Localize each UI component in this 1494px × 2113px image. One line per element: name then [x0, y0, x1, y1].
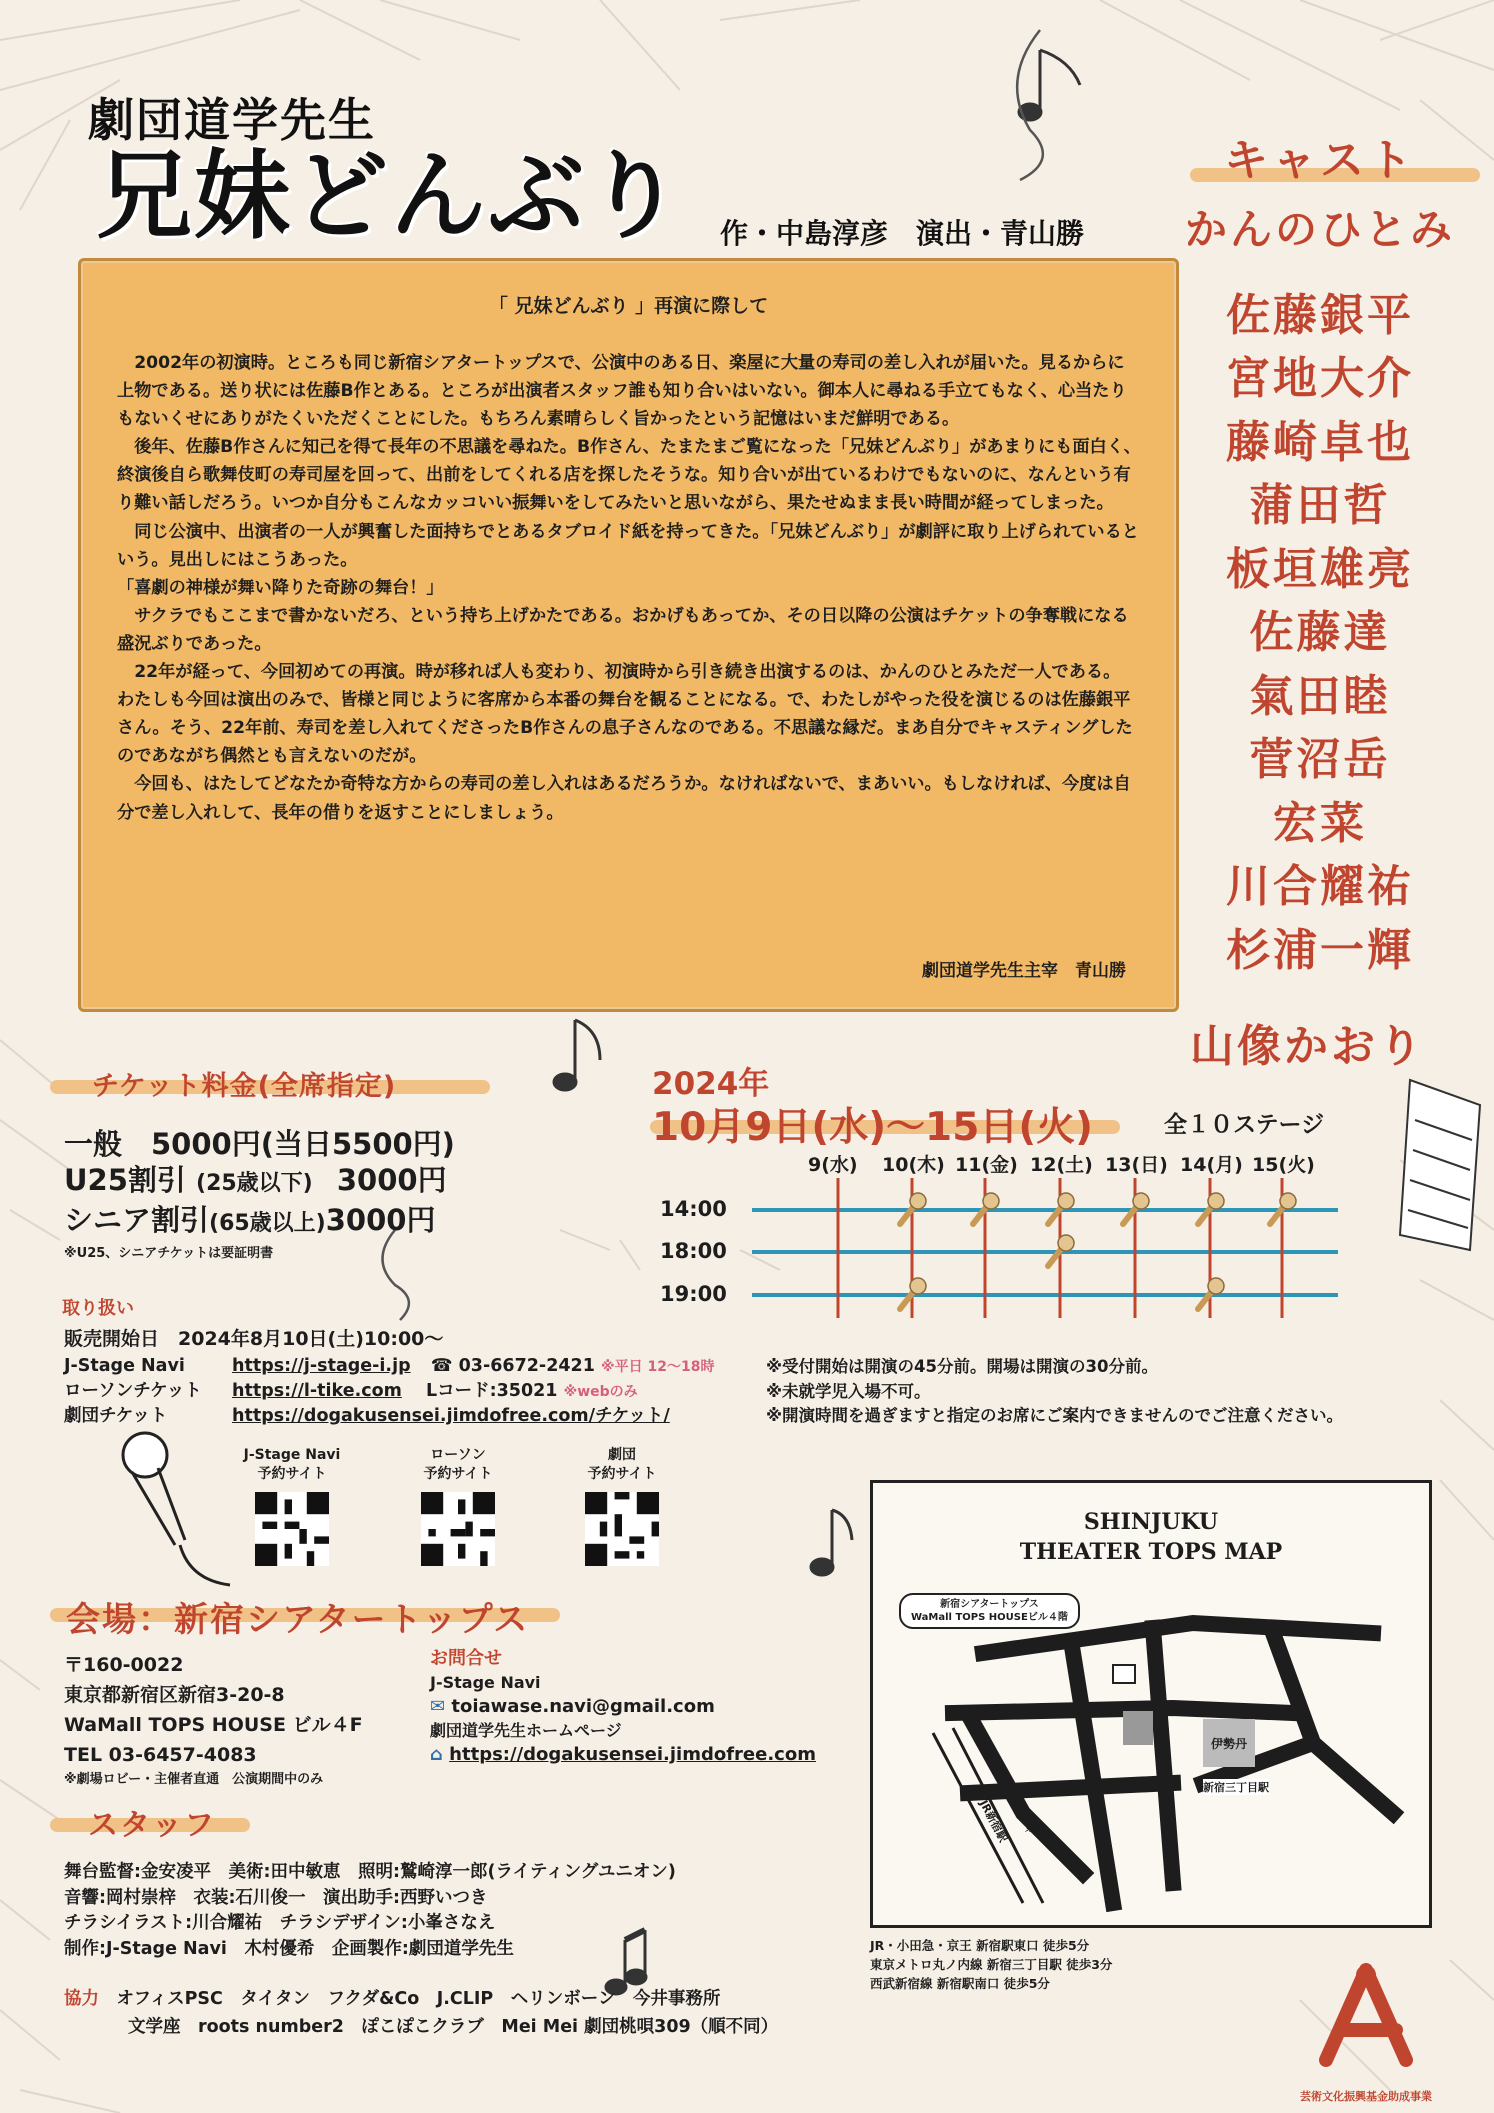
- cast-member: 宮地大介: [1226, 353, 1414, 404]
- staff-line: 舞台監督:金安凌平 美術:田中敏恵 照明:鷲崎淳一郎(ライティングユニオン): [64, 1862, 676, 1882]
- venue-note: ※劇場ロビー・主催者直通 公演期間中のみ: [64, 1772, 324, 1787]
- lawson-code: Lコード:35021: [425, 1381, 558, 1401]
- schedule-time: 19:00: [660, 1282, 727, 1306]
- schedule-day: 14(月): [1180, 1154, 1243, 1176]
- play-title: 兄妹どんぶり: [96, 140, 684, 252]
- map-streets: [873, 1483, 1429, 1925]
- cast-member-last: 山像かおり: [1190, 1021, 1425, 1072]
- access-line: 西武新宿線 新宿駅南口 徒歩5分: [870, 1976, 1050, 1991]
- qr-label: 劇団 予約サイト: [587, 1447, 657, 1482]
- staff-list: [64, 1860, 676, 1962]
- handling-row-jstage: [64, 1354, 714, 1379]
- schedule-day: 11(金): [955, 1154, 1018, 1176]
- qr-code-icon: [421, 1492, 495, 1566]
- schedule-day: 15(火): [1252, 1154, 1315, 1176]
- senior-price: 3000円: [325, 1203, 436, 1237]
- essay-paragraph: 2002年の初演時。ところも同じ新宿シアタートップスで、公演中のある日、楽屋に大量の寿司の差し入れが届いた。見るからに上物である。送り状には佐藤B作とある。ところが出演者スタッフ誰も知り合いはいない。御本人に尋ねる手立てもなく、心当たりもないくせにありがたくいただくことにした。もちろん素晴らしく旨かったという記憶はいまだ鮮明である。: [117, 353, 1127, 430]
- schedule-time: 18:00: [660, 1239, 727, 1263]
- schedule-dates: 10月9日(水)〜15日(火): [652, 1105, 1093, 1150]
- cast-member: 杉浦一輝: [1226, 924, 1414, 976]
- sale-start: 販売開始日 2024年8月10日(土)10:00〜: [64, 1328, 444, 1350]
- contact-heading: お問合せ: [430, 1648, 502, 1669]
- theater-building: [1123, 1711, 1153, 1745]
- essay-paragraph: サクラでもここまで書かないだろ、という持ち上げかたである。おかげもあってか、その日以降の公演はチケットの争奪戦になる盛況ぶりであった。: [117, 605, 1129, 654]
- coop-names: オフィスPSC タイタン フクダ&Co J.CLIP ヘリンボーン 今井事務所: [116, 1989, 721, 2009]
- staff-line: 音響:岡村崇梓 衣装:石川俊一 演出助手:西野いつき: [64, 1887, 488, 1908]
- contact-hp-link[interactable]: https://dogakusensei.jimdofree.com: [449, 1744, 816, 1765]
- contact-org: J-Stage Navi: [430, 1673, 541, 1692]
- qr-code-icon: [585, 1492, 659, 1566]
- address-line: WaMall TOPS HOUSE ビル４F: [64, 1714, 363, 1736]
- contact-email[interactable]: toiawase.navi@gmail.com: [451, 1696, 715, 1717]
- jstage-label: J-Stage Navi: [64, 1356, 185, 1376]
- theater-callout: 新宿シアタートップス WaMall TOPS HOUSEビル４階: [899, 1593, 1080, 1629]
- jstage-tel: 03-6672-2421: [458, 1356, 595, 1376]
- coop-line: [64, 1985, 778, 2013]
- troupe-ticket-link[interactable]: https://dogakusensei.jimdofree.com/チケット/: [232, 1406, 670, 1426]
- cast-member: 宏菜: [1273, 797, 1367, 849]
- schedule-day: 13(日): [1105, 1154, 1168, 1176]
- cast-member: 佐藤達: [1249, 607, 1391, 658]
- price-general: 一般 5000円(当日5500円): [64, 1127, 455, 1161]
- cast-member: 藤崎卓也: [1226, 416, 1414, 468]
- essay-title: 「 兄妹どんぶり 」再演に際して: [488, 295, 769, 317]
- notice: ※受付開始は開演の45分前。開場は開演の30分前。: [766, 1357, 1158, 1376]
- access-line: 東京メトロ丸ノ内線 新宿三丁目駅 徒歩3分: [870, 1957, 1113, 1972]
- mail-icon: ✉: [430, 1696, 446, 1717]
- cast-member: 佐藤銀平: [1226, 289, 1414, 341]
- essay-paragraph: 今回も、はたしてどなたか奇特な方からの寿司の差し入れはあるだろうか。なければないで、まあいい。もしなければ、今度は自分で差し入れして、長年の借りを返すことにしましょう。: [117, 774, 1131, 823]
- u25-price: 3000円: [336, 1163, 447, 1197]
- coop-line: 文学座 roots number2 ぽこぽこクラブ Mei Mei 劇団桃唄309（順不同）: [128, 2017, 779, 2037]
- lawson-label: ローソンチケット: [64, 1381, 202, 1401]
- cast-member: 氣田睦: [1249, 670, 1391, 722]
- staff-line: 制作:J-Stage Navi 木村優希 企画製作:劇団道学先生: [64, 1938, 514, 1959]
- arts-fund-label: 芸術文化振興基金助成事業: [1300, 2090, 1432, 2103]
- essay-paragraph: 同じ公演中、出演者の一人が興奮した面持ちでとあるタブロイド紙を持ってきた。「兄妹どんぶり」が劇評に取り上げられているという。見出しにはこうあった。: [117, 521, 1139, 570]
- jstage-link[interactable]: https://j-stage-i.jp: [232, 1356, 411, 1376]
- coop-label: 協力: [64, 1989, 99, 2009]
- cast-member: 菅沼岳: [1249, 734, 1391, 785]
- venue-heading: 会場：新宿シアタートップス: [66, 1600, 530, 1640]
- ticket-footnote: ※U25、シニアチケットは要証明書: [64, 1246, 274, 1261]
- cast-member: 板垣雄亮: [1226, 543, 1414, 595]
- schedule-day: 10(木): [882, 1154, 945, 1176]
- lawson-link[interactable]: https://l-tike.com: [232, 1381, 402, 1401]
- contact-hp-label: 劇団道学先生ホームページ: [430, 1721, 622, 1740]
- qr-troupe[interactable]: [552, 1446, 692, 1570]
- contact-email-row: [430, 1695, 816, 1719]
- isetan-label: 伊勢丹: [1211, 1737, 1248, 1751]
- staff-heading: スタッフ: [88, 1808, 216, 1843]
- venue-map: [870, 1480, 1432, 1928]
- contact-hp-row: [430, 1743, 816, 1767]
- access-line: JR・小田急・京王 新宿駅東口 徒歩5分: [870, 1938, 1090, 1953]
- u25-note: (25歳以下): [196, 1171, 313, 1196]
- essay-paragraph: 後年、佐藤B作さんに知己を得て長年の不思議を尋ねた。B作さん、たまたまご覧になった「兄妹どんぶり」があまりにも面白く、終演後自ら歌舞伎町の寿司屋を回って、出前をしてくれる店を探したそうな。知り合いが出ているわけでもないのに、なんという有り難い話しだろう。いつか自分もこんなカッコいい振舞いをしてみたいと思いながら、果たせぬまま長い時間が経ってしまった。: [117, 437, 1141, 514]
- jr-label: JR新宿駅: [976, 1798, 1010, 1845]
- schedule-time: 14:00: [660, 1197, 727, 1221]
- credits: 作・中島淳彦 演出・青山勝: [720, 217, 1085, 250]
- staff-line: チラシイラスト:川合耀祐 チラシデザイン:小峯さなえ: [64, 1913, 496, 1933]
- handling-row-troupe: [64, 1404, 714, 1428]
- schedule-year: 2024年: [652, 1066, 770, 1102]
- notice: ※未就学児入場不可。: [766, 1381, 931, 1401]
- senior-label: シニア割引: [64, 1203, 210, 1237]
- contact-block: [430, 1647, 816, 1767]
- east-exit-label: 東口: [1025, 1823, 1045, 1834]
- station-label: 新宿三丁目駅: [1203, 1781, 1269, 1794]
- handling-row-lawson: [64, 1379, 714, 1404]
- notice: ※開演時間を過ぎますと指定のお席にご案内できませんのでご注意ください。: [766, 1406, 1344, 1425]
- access-info: [870, 1936, 1112, 1993]
- lawson-note: ※webのみ: [563, 1384, 638, 1400]
- map-title: SHINJUKU THEATER TOPS MAP: [1019, 1509, 1283, 1565]
- qr-code-icon: [255, 1492, 329, 1566]
- senior-note: (65歳以上): [209, 1211, 326, 1236]
- phone-icon: ☎: [430, 1356, 453, 1376]
- venue-info: [64, 1650, 363, 1790]
- cast-member: かんのひとみ: [1184, 205, 1455, 254]
- handling-heading: 取り扱い: [62, 1298, 134, 1319]
- address-line: 東京都新宿区新宿3-20-8: [64, 1684, 285, 1706]
- essay-signature: 劇団道学先生主宰 青山勝: [922, 961, 1126, 981]
- jstage-tel-note: ※平日 12〜18時: [601, 1359, 715, 1375]
- handling-info: [64, 1324, 714, 1428]
- venue-tel: TEL 03-6457-4083: [64, 1744, 257, 1766]
- troupe-ticket-label: 劇団チケット: [64, 1406, 168, 1426]
- arts-fund-logo-icon: [1306, 1960, 1426, 2080]
- schedule-day: 12(土): [1030, 1154, 1093, 1176]
- essay-paragraph: 「喜劇の神様が舞い降りた奇跡の舞台！」: [117, 577, 444, 598]
- postal-code: 〒160-0022: [64, 1654, 184, 1676]
- cast-heading: キャスト: [1224, 135, 1416, 186]
- home-icon: ⌂: [430, 1744, 443, 1765]
- cast-member: 蒲田哲: [1249, 480, 1391, 531]
- qr-label: ローソン 予約サイト: [423, 1447, 493, 1482]
- cooperation: [64, 1985, 778, 2041]
- stage-count: 全１０ステージ: [1164, 1112, 1325, 1138]
- ticket-heading: チケット料金(全席指定): [92, 1071, 397, 1102]
- troupe-name: 劇団道学先生: [88, 93, 376, 147]
- essay-paragraph: 22年が経って、今回初めての再演。時が移れば人も変わり、初演時から引き続き出演するのは、かんのひとみただ一人である。: [134, 662, 1121, 683]
- qr-lawson[interactable]: [388, 1446, 528, 1570]
- essay-paragraph: わたしも今回は演出のみで、皆様と同じように客席から本番の舞台を観ることになる。で、わたしがやった役を演じるのは佐藤銀平さん。そう、22年前、寿司を差し入れてくださったB作さんの息子さんなのである。不思議な縁だ。まあ自分でキャスティングしたのであながち偶然とも言えないのだが。: [117, 690, 1133, 767]
- u25-label: U25割引: [64, 1163, 186, 1197]
- notices: [766, 1355, 1343, 1429]
- cast-member: 川合耀祐: [1226, 861, 1414, 912]
- schedule-day: 9(水): [808, 1154, 858, 1176]
- qr-jstage[interactable]: [222, 1446, 362, 1570]
- qr-label: J-Stage Navi 予約サイト: [243, 1447, 341, 1482]
